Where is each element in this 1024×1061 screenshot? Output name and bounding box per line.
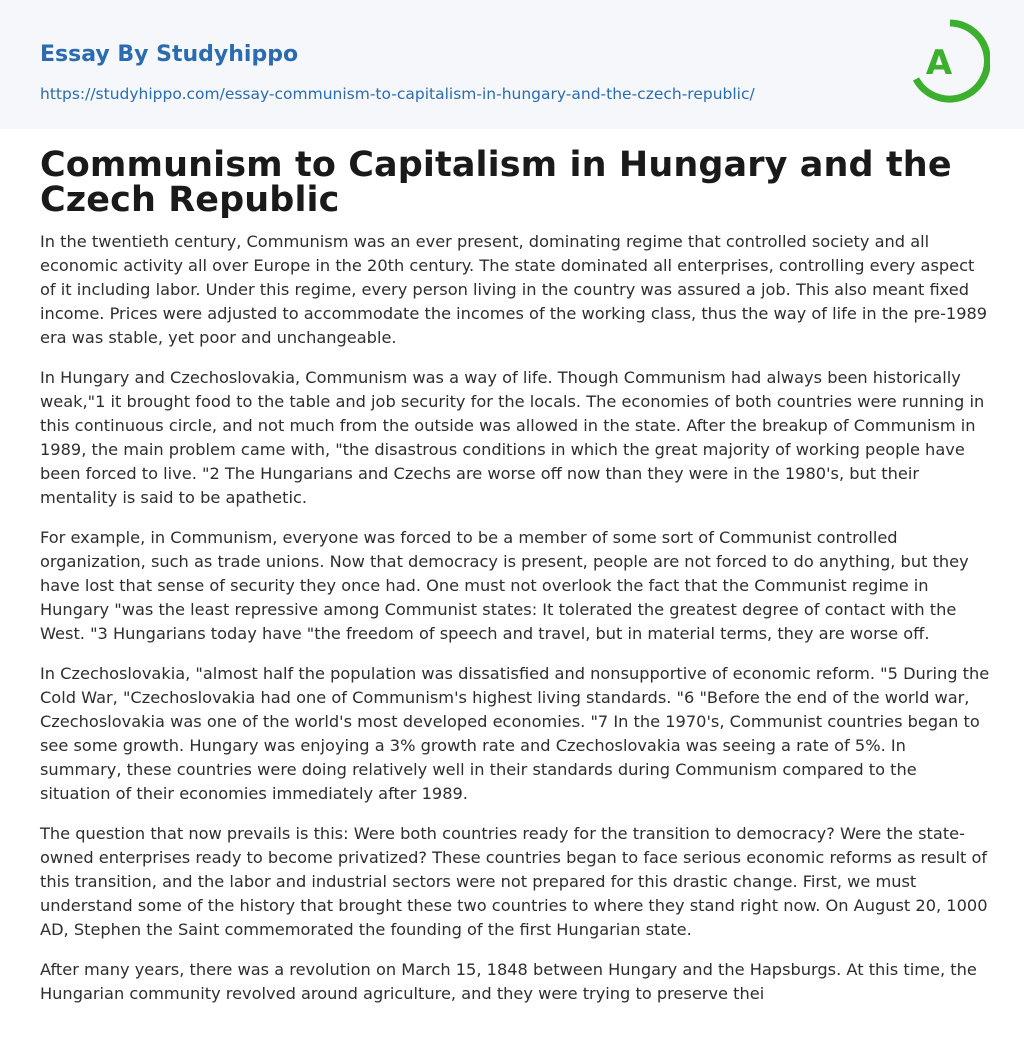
site-brand[interactable]: Essay By Studyhippo	[40, 42, 299, 67]
logo-letter: A	[925, 43, 953, 83]
article	[40, 145, 990, 1022]
article-paragraph: In Czechoslovakia, "almost half the population was dissatisfied and nonsupportive of economic reform. "5 During the Cold War, "Czechoslovakia had one of Communism's highest living standards. "6 "Before the end of the world war, Czechoslovakia was one of the world's most developed economies. "7 In the 1970's, Communist countries began to see some growth. Hungary was enjoying a 3% growth rate and Czechoslovakia was seeing a rate of 5%. In summary, these countries were doing relatively well in their standards during Communism compared to the situation of their economies immediately after 1989.	[40, 664, 990, 803]
article-paragraph: In Hungary and Czechoslovakia, Communism was a way of life. Though Communism had always been historically weak,"1 it brought food to the table and job security for the locals. The economies of both countries were running in this continuous circle, and not much from the outside was allowed in the state. After the breakup of Communism in 1989, the main problem came with, "the disastrous conditions in which the great majority of working people have been forced to live. "2 The Hungarians and Czechs are worse off now than they were in the 1980's, but their mentality is said to be apathetic.	[40, 368, 985, 507]
article-paragraph: After many years, there was a revolution on March 15, 1848 between Hungary and the Hapsburgs. At this time, the Hungarian community revolved around agriculture, and they were trying to preserve thei	[40, 960, 977, 1003]
studyhippo-logo-icon[interactable]	[910, 17, 990, 107]
article-paragraph: For example, in Communism, everyone was forced to be a member of some sort of Communist controlled organization, such as trade unions. Now that democracy is present, people are not forced to do anything, but they have lost that sense of security they once had. One must not overlook the fact that the Communist regime in Hungary "was the least repressive among Communist states: It tolerated the greatest degree of contact with the West. "3 Hungarians today have "the freedom of speech and travel, but in material terms, they are worse off.	[40, 528, 969, 643]
article-paragraph: The question that now prevails is this: Were both countries ready for the transition to democracy? Were the state-owned enterprises ready to become privatized? These countries began to face serious economic reforms as result of this transition, and the labor and industrial sectors were not prepared for this drastic change. First, we must understand some of the history that brought these two countries to where they stand right now. On August 20, 1000 AD, Stephen the Saint commemorated the founding of the first Hungarian state.	[40, 824, 988, 939]
essay-url-link[interactable]: https://studyhippo.com/essay-communism-to-capitalism-in-hungary-and-the-czech-republic/	[40, 85, 755, 103]
article-paragraph: In the twentieth century, Communism was an ever present, dominating regime that controlled society and all economic activity all over Europe in the 20th century. The state dominated all enterprises, controlling every aspect of it including labor. Under this regime, every person living in the country was assured a job. This also meant fixed income. Prices were adjusted to accommodate the incomes of the working class, thus the way of life in the pre-1989 era was stable, yet poor and unchangeable.	[40, 232, 988, 347]
article-title: Communism to Capitalism in Hungary and the Czech Republic	[40, 145, 952, 220]
site-header	[0, 0, 1024, 129]
